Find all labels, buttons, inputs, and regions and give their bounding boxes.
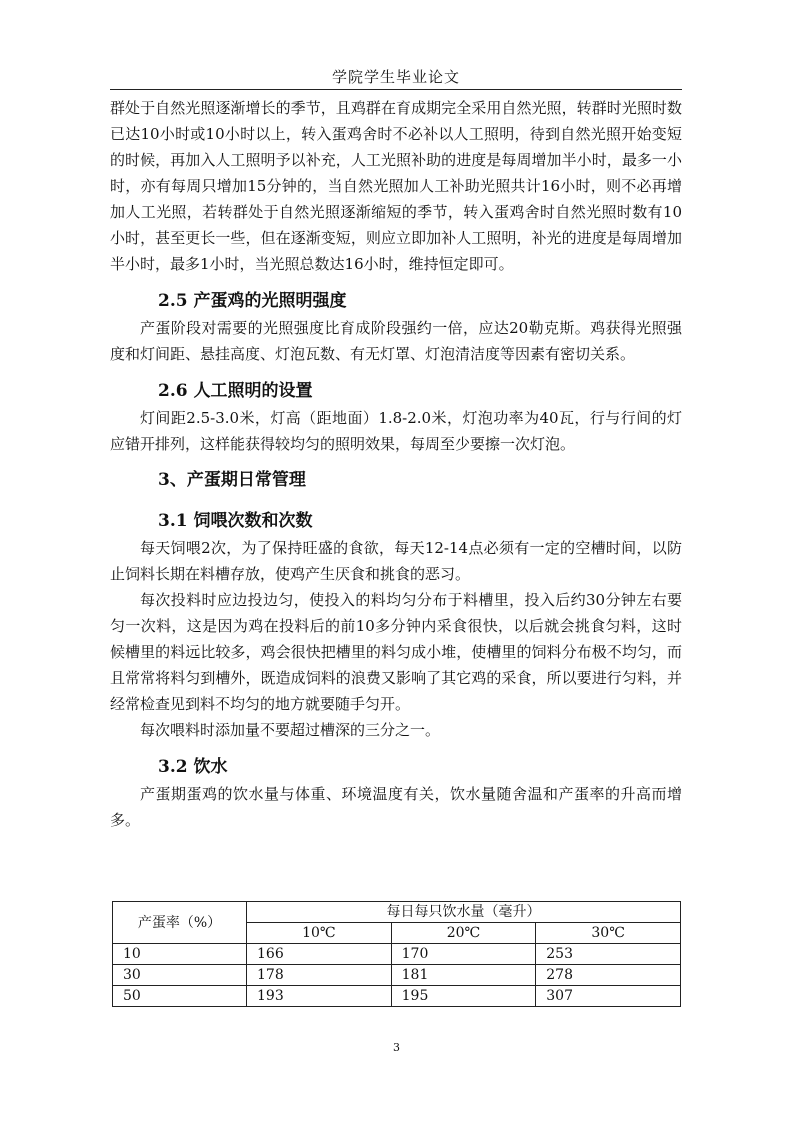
paragraph-light-intensity: 产蛋阶段对需要的光照强度比育成阶段强约一倍，应达20勒克斯。鸡获得光照强度和灯间距、悬挂高度、灯泡瓦数、有无灯罩、灯泡清洁度等因素有密切关系。 <box>110 319 682 363</box>
heading-2-5: 2.5 产蛋鸡的光照明强度 <box>158 291 347 311</box>
table-cell: 193 <box>247 986 392 1007</box>
paragraph-light-setup: 灯间距2.5-3.0米，灯高（距地面）1.8-2.0米，灯泡功率为40瓦，行与行间的灯应错开排列，这样能获得较均匀的照明效果，每周至少要擦一次灯泡。 <box>110 409 682 453</box>
table-cell: 307 <box>536 986 681 1007</box>
table-row <box>113 944 681 965</box>
heading-3-1: 3.1 饲喂次数和次数 <box>158 511 313 531</box>
table-cell: 181 <box>391 965 536 986</box>
table-cell: 253 <box>536 944 681 965</box>
page-body <box>110 95 682 833</box>
table-header-row <box>113 902 681 923</box>
table-header-temp: 20℃ <box>391 923 536 944</box>
header-divider <box>110 89 682 90</box>
table-cell: 170 <box>391 944 536 965</box>
page-number: 3 <box>393 1041 400 1054</box>
table-cell: 10 <box>113 944 247 965</box>
table-cell: 195 <box>391 986 536 1007</box>
heading-3-2: 3.2 饮水 <box>158 757 228 777</box>
table-cell: 30 <box>113 965 247 986</box>
paragraph-water-intake: 产蛋期蛋鸡的饮水量与体重、环境温度有关，饮水量随舍温和产蛋率的升高而增多。 <box>110 785 682 829</box>
paragraph-feeding-method: 每次投料时应边投边匀，使投入的料均匀分布于料槽里，投入后约30分钟左右要匀一次料，这是因为鸡在投料后的前10多分钟内采食很快，以后就会挑食匀料，这时候槽里的料远比较多，鸡会很快把槽里的料匀成小堆，使槽里的饲料分布极不均匀，而且常常将料匀到槽外，既造成饲料的浪费又影响了其它鸡的采食，所以要进行匀料，并经常检查见到料不均匀的地方就要随手匀开。 <box>110 591 682 713</box>
heading-3: 3、产蛋期日常管理 <box>158 470 306 490</box>
table-cell: 166 <box>247 944 392 965</box>
table-cell: 278 <box>536 965 681 986</box>
heading-2-6: 2.6 人工照明的设置 <box>158 381 313 401</box>
table-header-laying-rate: 产蛋率（%） <box>113 902 247 944</box>
paragraph-feeding-amount: 每次喂料时添加量不要超过槽深的三分之一。 <box>140 721 441 739</box>
table-cell: 178 <box>247 965 392 986</box>
paragraph-feeding-times: 每天饲喂2次，为了保持旺盛的食欲，每天12-14点必须有一定的空槽时间，以防止饲料长期在料槽存放，使鸡产生厌食和挑食的恶习。 <box>110 539 682 583</box>
table-row <box>113 965 681 986</box>
table-row <box>113 986 681 1007</box>
table-cell: 50 <box>113 986 247 1007</box>
table-header-water-intake: 每日每只饮水量（毫升） <box>247 902 681 923</box>
running-header: 学院学生毕业论文 <box>331 68 460 86</box>
paragraph-lighting-schedule: 群处于自然光照逐渐增长的季节，且鸡群在育成期完全采用自然光照，转群时光照时数已达10小时或10小时以上，转入蛋鸡舍时不必补以人工照明，待到自然光照开始变短的时候，再加入人工照明予以补充，人工光照补助的进度是每周增加半小时，最多一小时，亦有每周只增加15分钟的，当自然光照加人工补助光照共计16小时，则不必再增加人工光照，若转群处于自然光照逐渐缩短的季节，转入蛋鸡舍时自然光照时数有10小时，甚至更长一些，但在逐渐变短，则应立即加补人工照明，补光的进度是每周增加半小时，最多1小时，当光照总数达16小时，维持恒定即可。 <box>110 99 682 273</box>
table-header-temp: 30℃ <box>536 923 681 944</box>
water-intake-table <box>112 901 681 1007</box>
table-header-temp: 10℃ <box>247 923 392 944</box>
